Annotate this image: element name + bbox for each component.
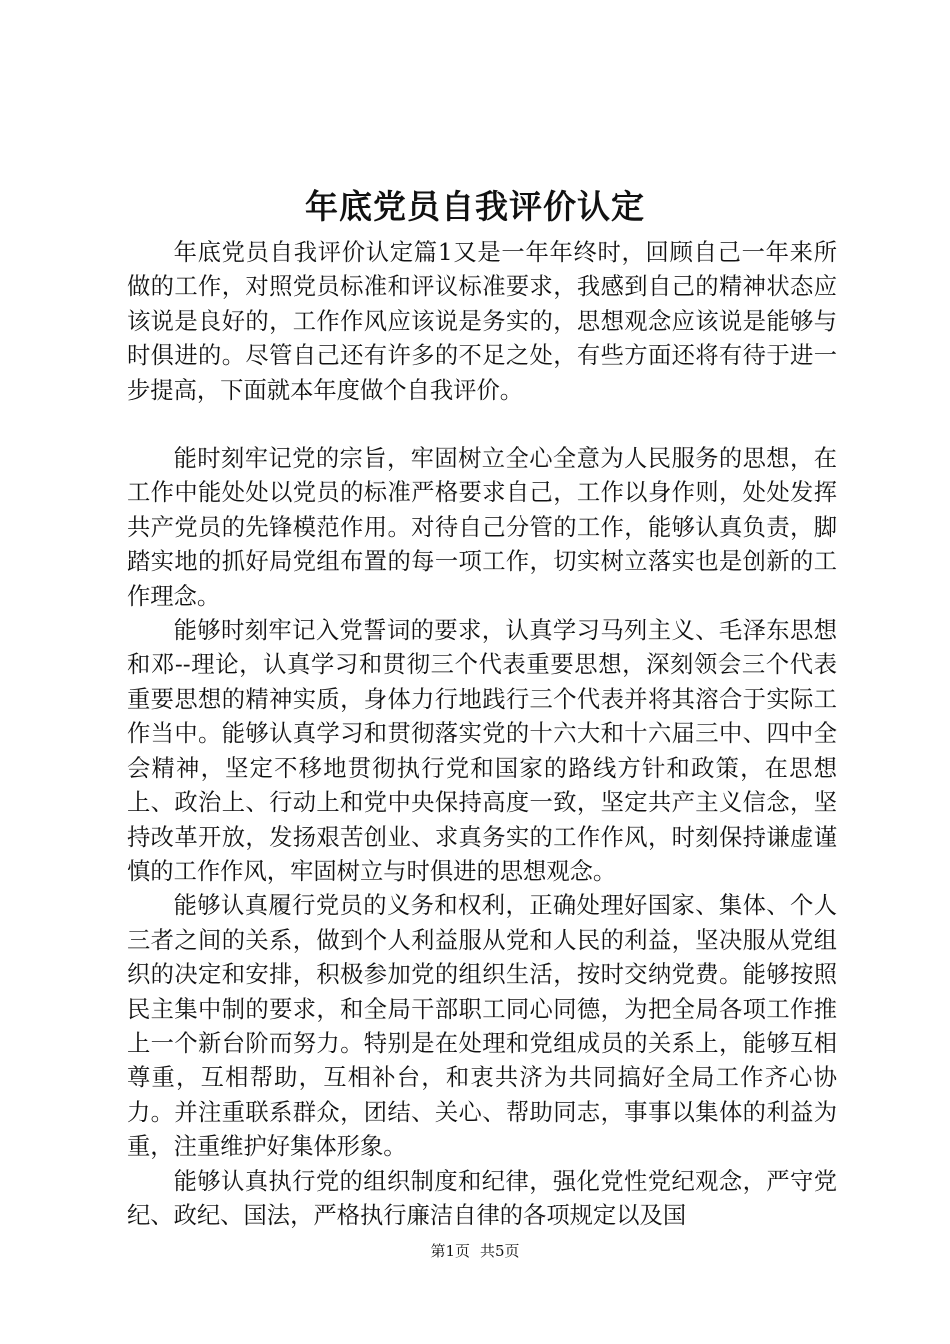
paragraph-party-oath: 能够时刻牢记入党誓词的要求，认真学习马列主义、毛泽东思想和邓--理论，认真学习和贯彻三个代表重要思想，深刻领会三个代表重要思想的精神实质，身体力行地践行三个代表并将其溶合于实际工作当中。能够认真学习和贯彻落实党的十六大和十六届三中、四中全会精神，坚定不移地贯彻执行党和国家的路线方针和政策，在思想上、政治上、行动上和党中央保持高度一致，坚定共产主义信念，坚持改革开放，发扬艰苦创业、求真务实的工作作风，时刻保持谦虚谨慎的工作作风，牢固树立与时俱进的思想观念。 — [127, 617, 837, 885]
paragraph-party-purpose: 能时刻牢记党的宗旨，牢固树立全心全意为人民服务的思想，在工作中能处处以党员的标准严格要求自己，工作以身作则，处处发挥共产党员的先锋模范作用。对待自己分管的工作，能够认真负责，脚踏实地的抓好局党组布置的每一项工作，切实树立落实也是创新的工作理念。 — [127, 445, 837, 610]
paragraph-intro: 年底党员自我评价认定篇1又是一年年终时，回顾自己一年来所做的工作，对照党员标准和评议标准要求，我感到自己的精神状态应该说是良好的，工作作风应该说是务实的，思想观念应该说是能够与时俱进的。尽管自己还有许多的不足之处，有些方面还将有待于进一步提高，下面就本年度做个自我评价。 — [127, 239, 837, 404]
page-total: 共5页 — [480, 1242, 520, 1260]
page-footer — [0, 1240, 950, 1262]
page-number: 第1页 — [430, 1242, 470, 1260]
document-title: 年底党员自我评价认定 — [305, 187, 645, 226]
paragraph-duties-rights: 能够认真履行党员的义务和权利，正确处理好国家、集体、个人三者之间的关系，做到个人利益服从党和人民的利益，坚决服从党组织的决定和安排，积极参加党的组织生活，按时交纳党费。能够按照民主集中制的要求，和全局干部职工同心同德，为把全局各项工作推上一个新台阶而努力。特别是在处理和党组成员的关系上，能够互相尊重，互相帮助，互相补台，和衷共济为共同搞好全局工作齐心协力。并注重联系群众，团结、关心、帮助同志，事事以集体的利益为重，注重维护好集体形象。 — [127, 892, 837, 1161]
document-body — [127, 236, 837, 1233]
paragraph-discipline: 能够认真执行党的组织制度和纪律，强化党性党纪观念，严守党纪、政纪、国法，严格执行廉洁自律的各项规定以及国 — [127, 1167, 837, 1229]
